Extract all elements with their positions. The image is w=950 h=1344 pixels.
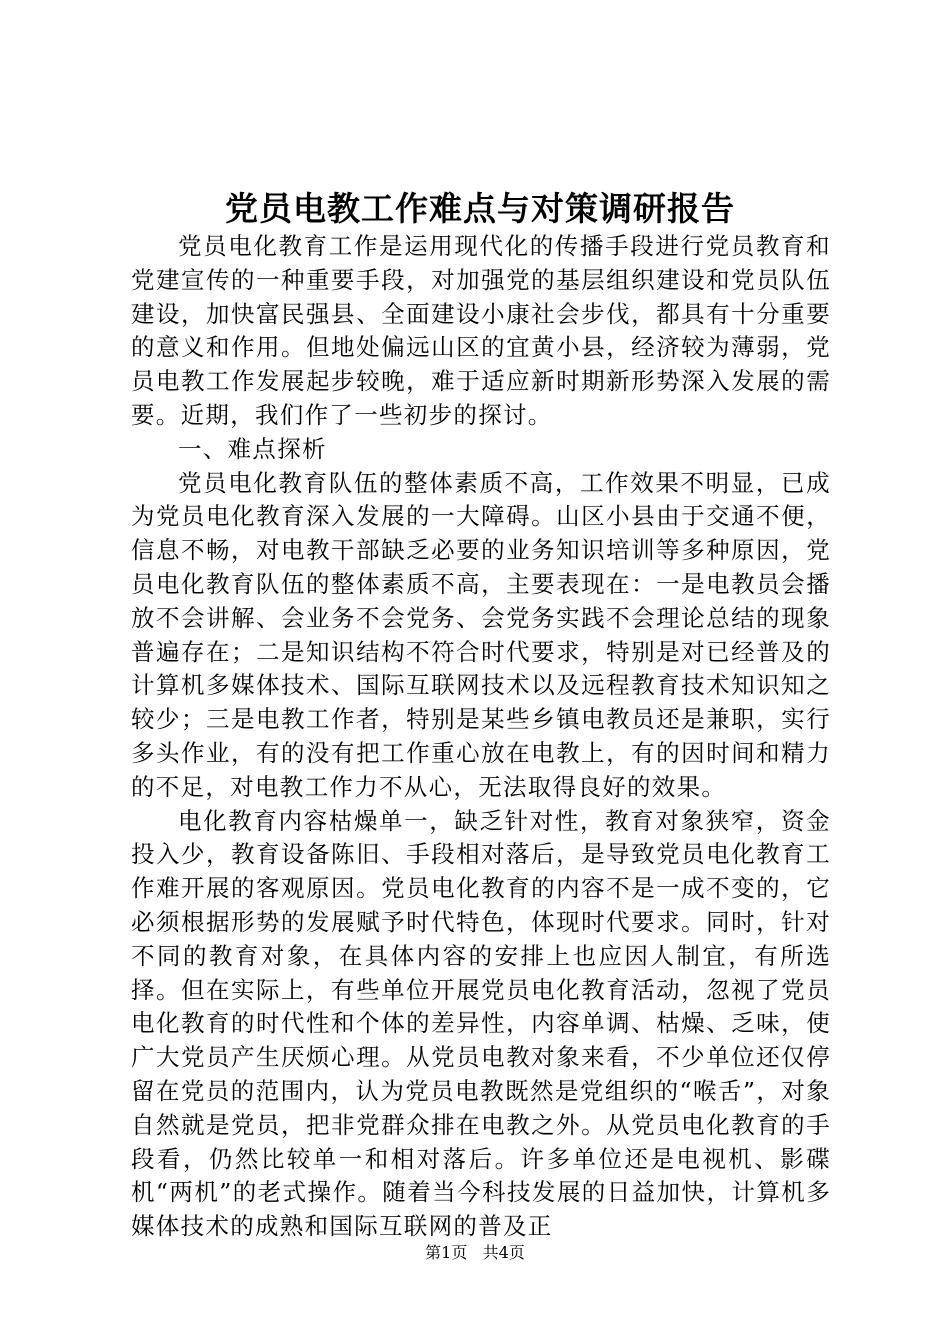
paragraph-team-quality: 党员电化教育队伍的整体素质不高，工作效果不明显，已成为党员电化教育深入发展的一大障碍。山区小县由于交通不便，信息不畅，对电教干部缺乏必要的业务知识培训等多种原因，党员电化教育队伍的整体素质不高，主要表现在：一是电教员会播放不会讲解、会业务不会党务、会党务实践不会理论总结的现象普遍存在；二是知识结构不符合时代要求，特别是对已经普及的计算机多媒体技术、国际互联网技术以及远程教育技术知识知之较少；三是电教工作者，特别是某些乡镇电教员还是兼职，实行多头作业，有的没有把工作重心放在电教上，有的因时间和精力的不足，对电教工作力不从心，无法取得良好的效果。 <box>131 468 831 801</box>
page-number: 第1页 <box>425 1243 468 1262</box>
paragraph-content-issues: 电化教育内容枯燥单一，缺乏针对性，教育对象狭窄，资金投入少，教育设备陈旧、手段相对落后，是导致党员电化教育工作难开展的客观原因。党员电化教育的内容不是一成不变的，它必须根据形势的发展赋予时代特色，体现时代要求。同时，针对不同的教育对象，在具体内容的安排上也应因人制宜，有所选择。但在实际上，有些单位开展党员电化教育活动，忽视了党员电化教育的时代性和个体的差异性，内容单调、枯燥、乏味，使广大党员产生厌烦心理。从党员电教对象来看，不少单位还仅停留在党员的范围内，认为党员电教既然是党组织的“喉舌”，对象自然就是党员，把非党群众排在电教之外。从党员电化教育的手段看，仍然比较单一和相对落后。许多单位还是电视机、影碟机“两机”的老式操作。随着当今科技发展的日益加快，计算机多媒体技术的成熟和国际互联网的普及正 <box>131 806 831 1241</box>
page-footer <box>0 1242 950 1264</box>
document-body <box>131 230 831 1244</box>
document-title: 党员电教工作难点与对策调研报告 <box>225 189 735 228</box>
page-total: 共4页 <box>482 1243 525 1262</box>
paragraph-intro: 党员电化教育工作是运用现代化的传播手段进行党员教育和党建宣传的一种重要手段，对加强党的基层组织建设和党员队伍建设，加快富民强县、全面建设小康社会步伐，都具有十分重要的意义和作用。但地处偏远山区的宜黄小县，经济较为薄弱，党员电教工作发展起步较晚，难于适应新时期新形势深入发展的需要。近期，我们作了一些初步的探讨。 <box>131 232 831 429</box>
page-separator <box>472 1243 477 1262</box>
section-heading: 一、难点探析 <box>178 434 327 463</box>
